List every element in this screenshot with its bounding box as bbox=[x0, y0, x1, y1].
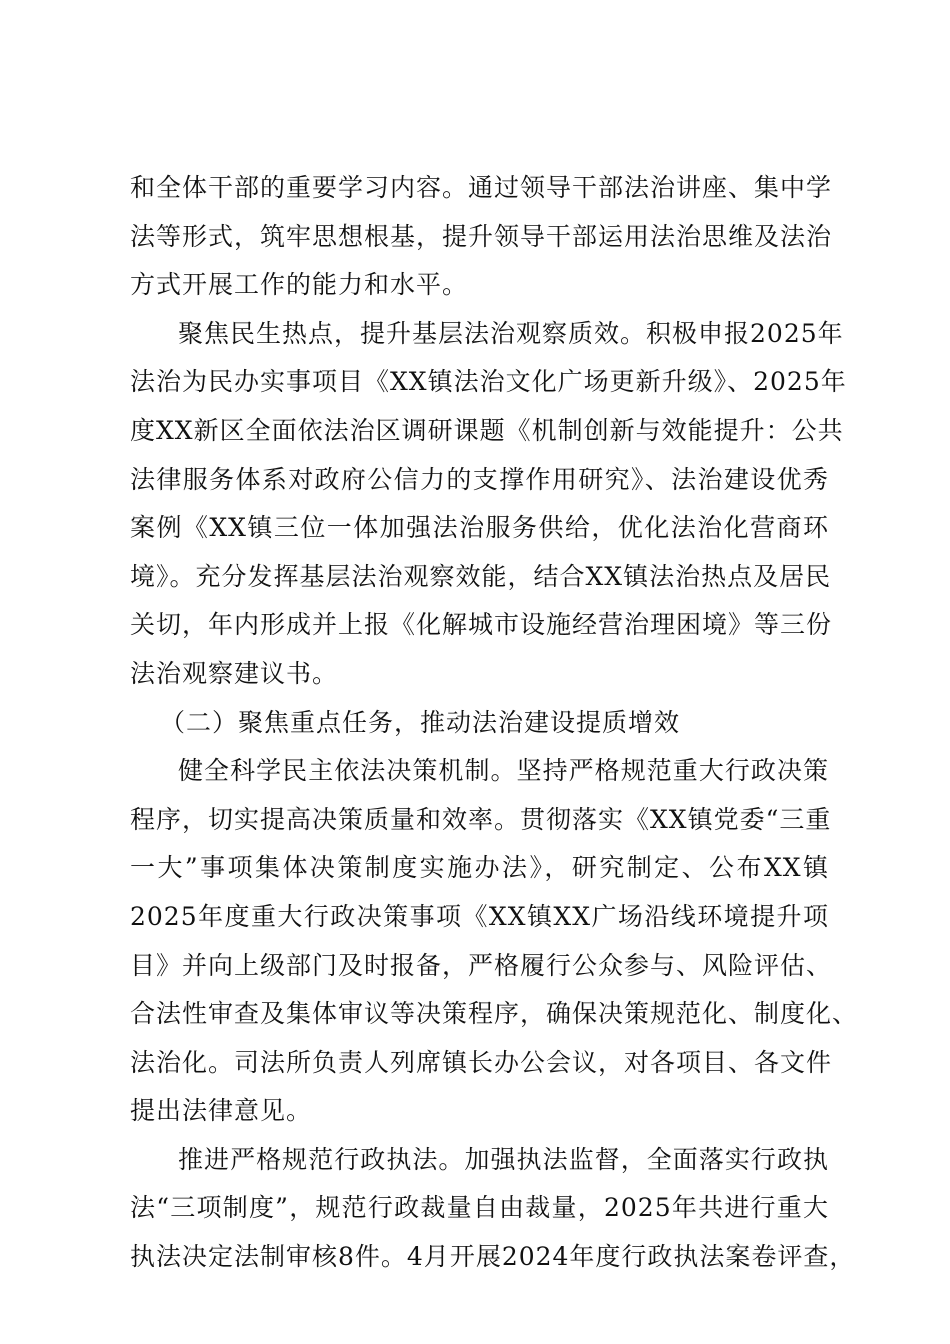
text-line: 法治为民办实事项目《XX镇法治文化广场更新升级》、2025年 bbox=[130, 367, 847, 397]
text-line: 法治化。司法所负责人列席镇长办公会议，对各项目、各文件 bbox=[130, 1047, 833, 1077]
text-line: 案例《XX镇三位一体加强法治服务供给，优化法治化营商环 bbox=[130, 513, 829, 543]
text-line: 程序，切实提高决策质量和效率。贯彻落实《XX镇党委“三重 bbox=[130, 804, 832, 834]
text-line: 一大”事项集体决策制度实施办法》，研究制定、公布XX镇 bbox=[130, 853, 829, 883]
text-line: 法“三项制度”，规范行政裁量自由裁量，2025年共进行重大 bbox=[130, 1193, 829, 1223]
text-line: 境》。充分发挥基层法治观察效能，结合XX镇法治热点及居民 bbox=[130, 561, 832, 591]
text-line: 法治观察建议书。 bbox=[130, 658, 339, 688]
document-body bbox=[130, 164, 859, 1282]
text-line: 合法性审查及集体审议等决策程序，确保决策规范化、制度化、 bbox=[130, 999, 859, 1029]
text-line: 度XX新区全面依法治区调研课题《机制创新与效能提升：公共 bbox=[130, 415, 844, 445]
section-heading: （二）聚焦重点任务，推动法治建设提质增效 bbox=[160, 707, 681, 737]
text-line: 和全体干部的重要学习内容。通过领导干部法治讲座、集中学 bbox=[130, 173, 833, 202]
text-line: 目》并向上级部门及时报备，严格履行公众参与、风险评估、 bbox=[130, 950, 833, 980]
paragraph-start-line: 聚焦民生热点，提升基层法治观察质效。积极申报2025年 bbox=[178, 318, 844, 348]
text-line: 提出法律意见。 bbox=[130, 1096, 313, 1126]
text-line: 2025年度重大行政决策事项《XX镇XX广场沿线环境提升项 bbox=[130, 901, 829, 931]
paragraph-start-line: 健全科学民主依法决策机制。坚持严格规范重大行政决策 bbox=[178, 756, 829, 786]
text-line: 法等形式，筑牢思想根基，提升领导干部运用法治思维及法治 bbox=[130, 221, 833, 251]
text-line: 法律服务体系对政府公信力的支撑作用研究》、法治建设优秀 bbox=[130, 464, 829, 494]
text-line: 执法决定法制审核8件。4月开展2024年度行政执法案卷评查， bbox=[130, 1242, 856, 1272]
paragraph-start-line: 推进严格规范行政执法。加强执法监督，全面落实行政执 bbox=[178, 1144, 829, 1174]
text-line: 关切，年内形成并上报《化解城市设施经营治理困境》等三份 bbox=[130, 610, 833, 640]
text-line: 方式开展工作的能力和水平。 bbox=[130, 270, 469, 300]
